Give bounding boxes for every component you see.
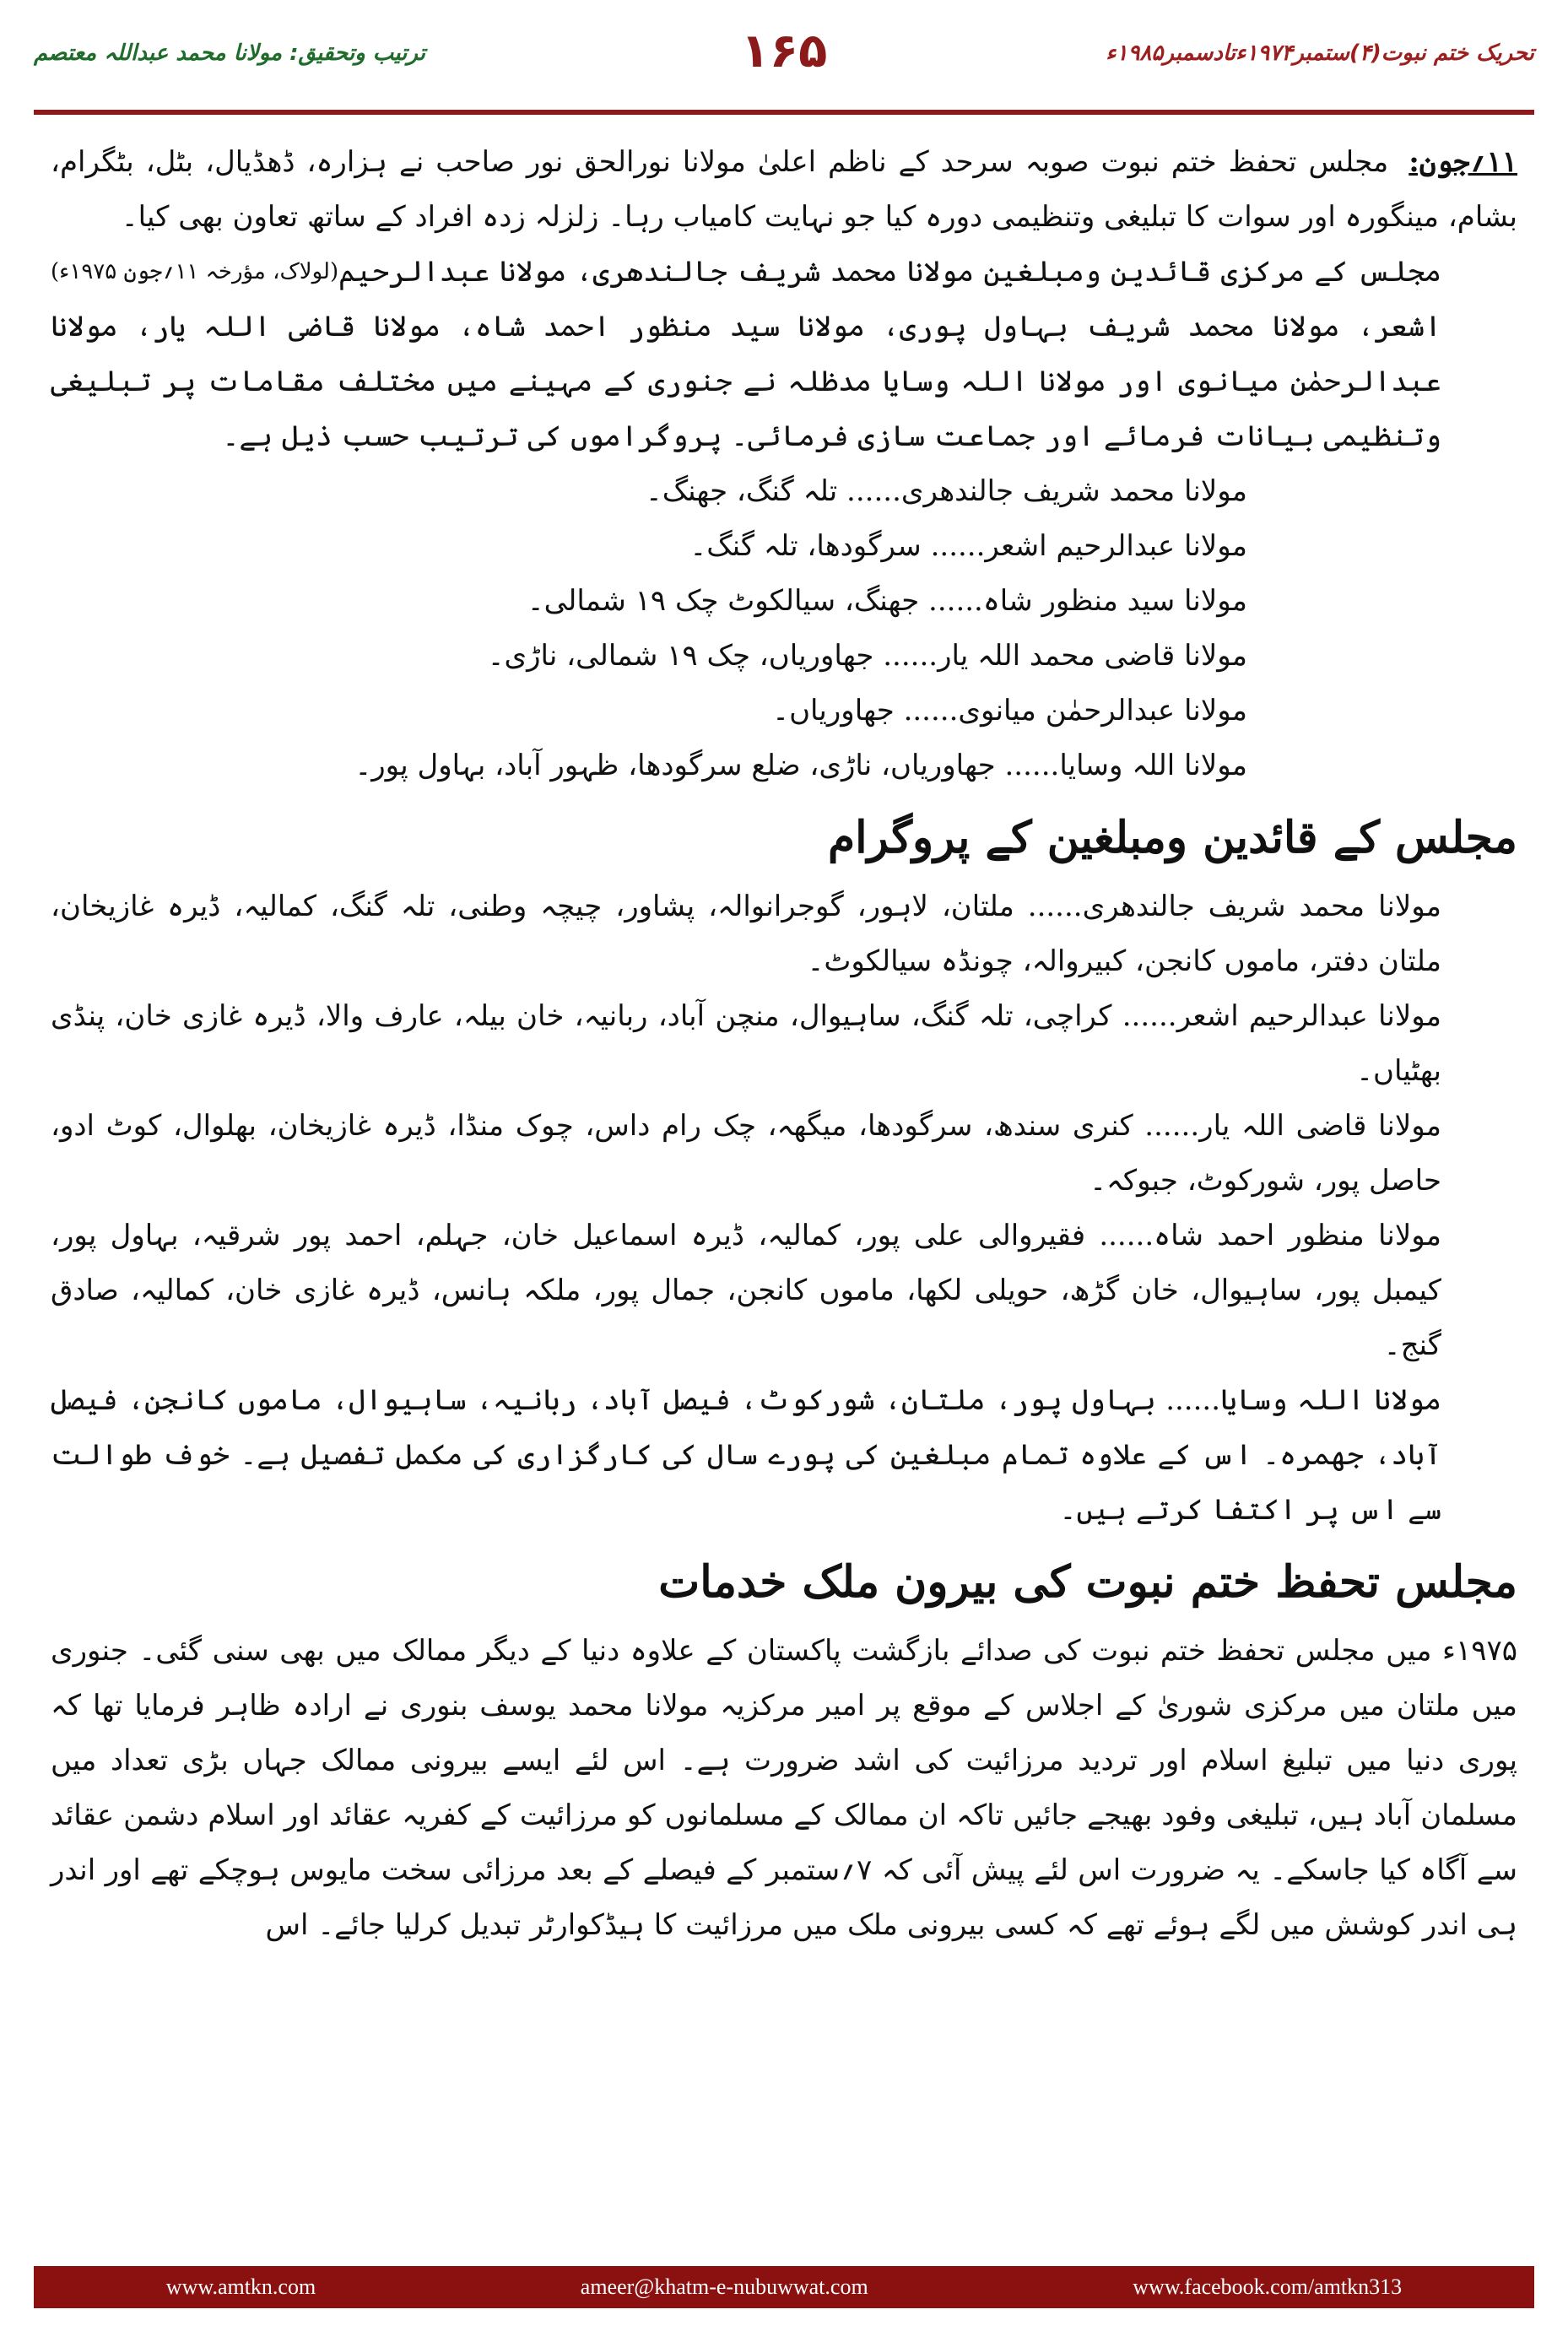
paragraph-text: مجلس تحفظ ختم نبوت صوبہ سرحد کے ناظم اعلیٰ مولانا نورالحق نور صاحب نے ہزارہ، ڈھڈیال، بٹل، بٹگرام، بشام، مینگورہ اور سوات کا تبلیغی وتنظیمی دورہ کیا جو نہایت کامیاب رہا۔ زلزلہ زدہ افراد کے ساتھ تعاون بھی کیا۔ (51, 145, 1517, 234)
website-link[interactable]: www.amtkn.com (165, 2274, 316, 2299)
list-item: مولانا محمد شریف جالندھری...... تلہ گنگ، جھنگ۔ (645, 474, 1247, 508)
book-title: تحریک ختم نبوت(۴)ستمبر۱۹۷۴ءتادسمبر۱۹۸۵ء (1106, 41, 1534, 66)
date-label: ۱۱؍جون: (1408, 145, 1518, 179)
paragraph-june-11 (51, 135, 1518, 284)
program-entry: مولانا قاضی اللہ یار...... کنری سندھ، سرگودھا، میگھہ، چک رام داس، چوک منڈا، ڈیرہ غازیخان، بھلوال، کوٹ ادو، حاصل پور، شورکوٹ، جبوکہ۔ (51, 1109, 1441, 1198)
page-number: ۱۶۵ (740, 24, 828, 78)
page-header (34, 17, 1534, 115)
paragraph-abroad-services: ۱۹۷۵ء میں مجلس تحفظ ختم نبوت کی صدائے بازگشت پاکستان کے علاوہ دنیا کے دیگر ممالک میں بھی سنی گئی۔ جنوری میں ملتان میں مرکزی شوریٰ کے اجلاس کے موقع پر امیر مرکزیہ مولانا محمد یوسف بنوری نے ارادہ ظاہر فرمایا تھا کہ پوری دنیا میں تبلیغ اسلام اور تردید مرزائیت کی اشد ضرورت ہے۔ اس لئے ایسے بیرونی ممالک جہاں بڑی تعداد میں مسلمان آباد ہیں، تبلیغی وفود بھیجے جائیں تاکہ ان ممالک کے مسلمانوں کو مرزائیت کے کفریہ عقائد اور اسلام دشمن عقائد سے آگاہ کیا جاسکے۔ یہ ضرورت اس لئے پیش آئی کہ ۷؍ستمبر کے فیصلے کے بعد مرزائی سخت مایوس ہوچکے تھے اور اندر ہی اندر کوشش میں لگے ہوئے تھے کہ کسی بیرونی ملک میں مرزائیت کا ہیڈکوارٹر تبدیل کرلیا جائے۔ اس (51, 1634, 1517, 1942)
program-entry: مولانا عبدالرحیم اشعر...... کراچی، تلہ گنگ، ساہیوال، منچن آباد، ربانیہ، خان بیلہ، عارف والا، ڈیرہ غازی خان، پنڈی بھٹیاں۔ (51, 999, 1441, 1088)
email-link[interactable]: ameer@khatm-e-nubuwwat.com (580, 2274, 868, 2299)
page-footer (34, 2266, 1534, 2308)
program-entry: مولانا اللہ وسایا...... بہاول پور، ملتان، شورکوٹ، فیصل آباد، ربانیہ، ساہیوال، ماموں کانجن، فیصل آباد، جھمرہ۔ اس کے علاوہ تمام مبلغین کی پورے سال کی کارگزاری کی مکمل تفصیل ہے۔ خوف طوالت سے اس پر اکتفا کرتے ہیں۔ (51, 1383, 1441, 1527)
section-heading-abroad: مجلس تحفظ ختم نبوت کی بیرون ملک خدمات (658, 1556, 1517, 1608)
programs-list (51, 879, 1517, 1538)
list-item: مولانا اللہ وسایا...... جھاوریاں، ناڑی، ضلع سرگودھا، ظہور آباد، بہاول پور۔ (354, 749, 1247, 782)
facebook-link[interactable]: www.facebook.com/amtkn313 (1133, 2274, 1403, 2299)
compiler-credit: ترتیب وتحقیق: مولانا محمد عبداللہ معتصم (34, 41, 426, 66)
program-entry: مولانا منظور احمد شاہ...... فقیروالی علی پور، کمالیہ، ڈیرہ اسماعیل خان، جہلم، احمد پور شرقیہ، بہاول پور، کیمبل پور، ساہیوال، خان گڑھ، حویلی لکھا، ماموں کانجن، جمال پور، ملکہ ہانس، ڈیرہ غازی خان، کمالیہ، صادق گنج۔ (51, 1219, 1441, 1362)
list-item: مولانا عبدالرحمٰن میانوی...... جھاوریاں۔ (772, 694, 1247, 727)
list-item: مولانا عبدالرحیم اشعر...... سرگودھا، تلہ گنگ۔ (689, 529, 1247, 563)
program-entry: مولانا محمد شریف جالندھری...... ملتان، لاہور، گوجرانوالہ، پشاور، چیچہ وطنی، تلہ گنگ، کمالیہ، ڈیرہ غازیخان، ملتان دفتر، ماموں کانجن، کبیروالہ، چونڈہ سیالکوٹ۔ (51, 890, 1441, 978)
page-body (51, 135, 1517, 2207)
reference-citation: (لولاک، مؤرخہ ۱۱؍جون ۱۹۷۵ء) (51, 259, 339, 284)
list-item: مولانا قاضی محمد اللہ یار...... جھاوریاں، چک ۱۹ شمالی، ناڑی۔ (487, 639, 1247, 673)
list-item: مولانا سید منظور شاہ...... جھنگ، سیالکوٹ چک ۱۹ شمالی۔ (527, 584, 1247, 618)
paragraph-leaders-intro: مجلس کے مرکزی قائدین ومبلغین مولانا محمد شریف جالندھری، مولانا عبدالرحیم اشعر، مولانا محمد شریف بہاول پوری، مولانا سید منظور احمد شاہ، مولانا قاضی اللہ یار، مولانا عبدالرحمٰن میانوی اور مولانا اللہ وسایا مدظلہ نے جنوری کے مہینے میں مختلف مقامات پر تبلیغی وتنظیمی بیانات فرمائے اور جماعت سازی فرمائی۔ پروگراموں کی ترتیب حسب ذیل ہے۔ (51, 255, 1441, 453)
section-heading-programs: مجلس کے قائدین ومبلغین کے پروگرام (827, 812, 1517, 863)
schedule-list (51, 464, 1517, 793)
